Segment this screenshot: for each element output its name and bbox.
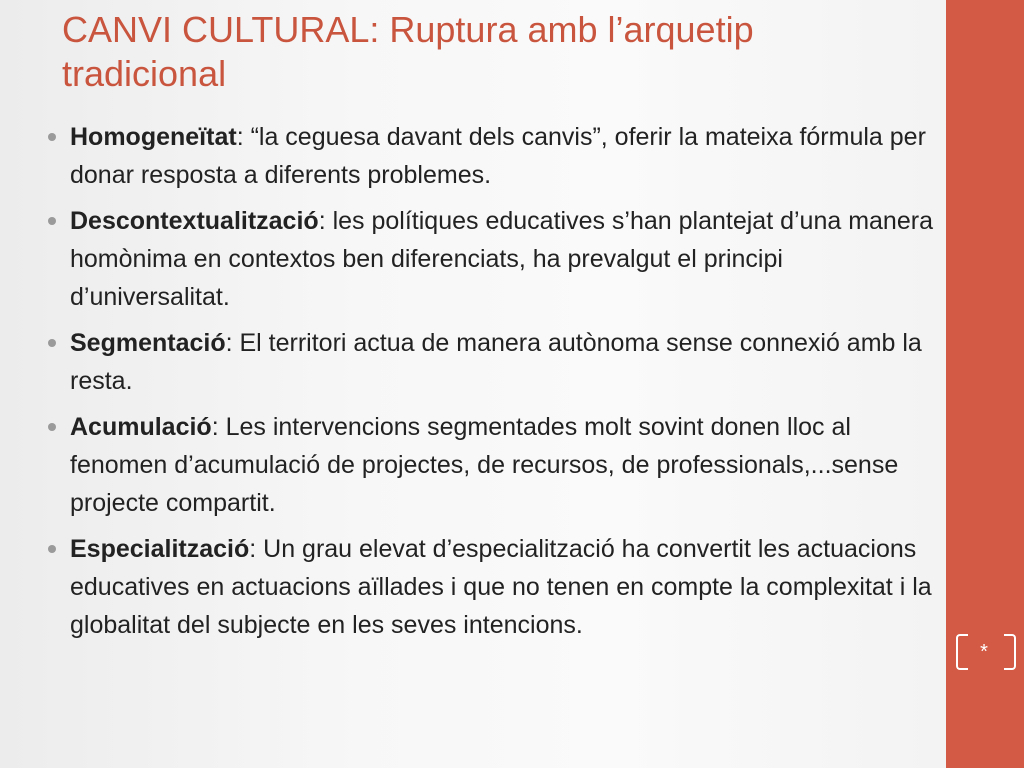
bullet-dot-icon [48, 133, 56, 141]
bullet-dot-icon [48, 339, 56, 347]
bullet-text: : Un grau elevat d’especialització ha convertit les actuacions educatives en actuacions aïllades i que no tenen en compte la complexitat i la globalitat del subjecte en les seves intencions. [70, 535, 932, 639]
bullet-term: Descontextualització [70, 207, 319, 235]
bullet-item-homogeneitat [44, 118, 944, 194]
slide-title: CANVI CULTURAL: Ruptura amb l’arquetip tradicional [62, 9, 754, 94]
bullet-dot-icon [48, 423, 56, 431]
bullet-item-descontextualitzacio [44, 202, 944, 316]
bullet-text: : El territori actua de manera autònoma sense connexió amb la resta. [70, 329, 922, 395]
bullet-term: Especialització [70, 535, 250, 563]
bullet-term: Homogeneïtat [70, 123, 237, 151]
bullet-dot-icon [48, 217, 56, 225]
bullet-text: : les polítiques educatives s’han plantejat d’una manera homònima en contextos ben diferenciats, ha prevalgut el principi d’universalitat. [70, 207, 933, 311]
bullet-text: : Les intervencions segmentades molt sovint donen lloc al fenomen d’acumulació de projectes, de recursos, de professionals,...sense projecte compartit. [70, 413, 899, 517]
page-number-badge [952, 630, 1016, 674]
bullet-item-acumulacio [44, 408, 944, 522]
bullet-term: Segmentació [70, 329, 226, 357]
bullet-dot-icon [48, 545, 56, 553]
bullet-item-segmentacio [44, 324, 944, 400]
bullet-item-especialitzacio [44, 530, 944, 644]
page-number: * [980, 641, 988, 663]
bullet-list [44, 118, 944, 652]
bullet-text: : “la ceguesa davant dels canvis”, oferir la mateixa fórmula per donar resposta a diferents problemes. [70, 123, 926, 189]
bullet-term: Acumulació [70, 413, 212, 441]
